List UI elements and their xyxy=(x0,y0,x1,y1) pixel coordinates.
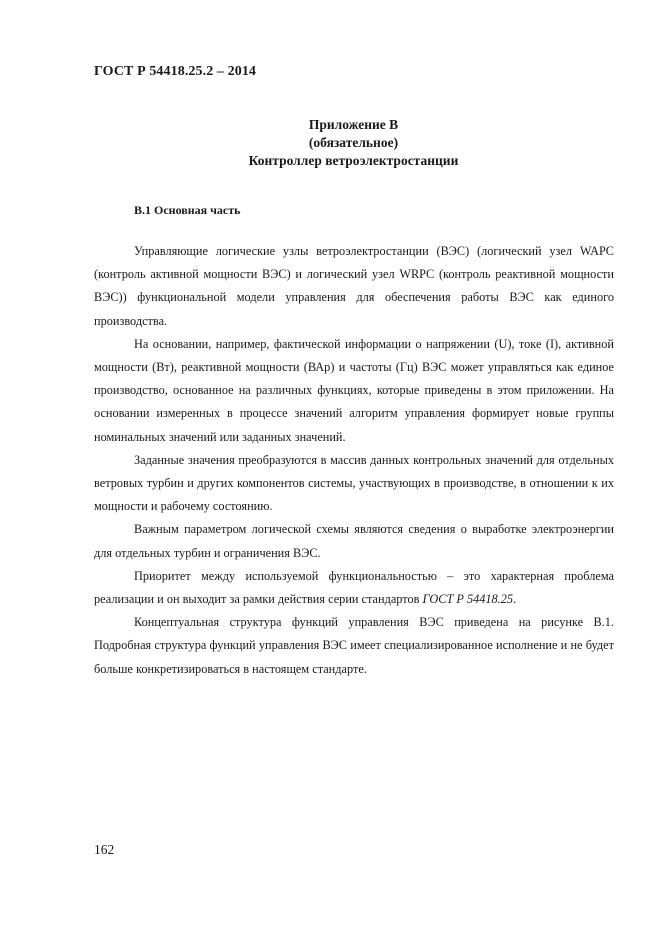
standard-reference: ГОСТ Р 54418.25 xyxy=(422,592,514,607)
appendix-title: Приложение В xyxy=(308,117,399,132)
paragraph-5 xyxy=(94,565,614,611)
page-number: 162 xyxy=(94,842,115,857)
appendix-subtitle: Контроллер ветроэлектростанции xyxy=(248,153,459,168)
paragraph-1: Управляющие логические узлы ветроэлектростанции (ВЭС) (логический узел WAPC (контроль активной мощности ВЭС) и логический узел WRPC (контроль реактивной мощности ВЭС)) функциональной модели управления для обеспечения работы ВЭС как единого производства. xyxy=(94,244,614,328)
paragraph-6: Концептуальная структура функций управления ВЭС приведена на рисунке В.1. Подробная структура функций управления ВЭС имеет специализированное исполнение и не будет больше конкретизироваться в настоящем стандарте. xyxy=(94,615,614,676)
paragraph-4: Важным параметром логической схемы являются сведения о выработке электроэнергии для отдельных турбин и ограничения ВЭС. xyxy=(94,522,614,560)
paragraph-5-end: . xyxy=(513,592,517,607)
appendix-heading xyxy=(0,116,661,170)
paragraph-2: На основании, например, фактической информации о напряжении (U), токе (I), активной мощности (Вт), реактивной мощности (ВАр) и частоты (Гц) ВЭС может управляться как единое производство, основанное на различных функциях, которые приведены в этом приложении. На основании измеренных в процессе значений алгоритм управления формирует новые группы номинальных значений или заданных значений. xyxy=(94,336,614,444)
paragraph-5-text: Приоритет между используемой функциональностью – это характерная проблема реализации и он выходит за рамки действия серии стандартов xyxy=(94,568,614,607)
body-text xyxy=(94,240,614,681)
paragraph-3: Заданные значения преобразуются в массив данных контрольных значений для отдельных ветровых турбин и других компонентов системы, участвующих в производстве, в отношении к их мощности и рабочему состоянию. xyxy=(94,452,614,514)
document-header-standard-code: ГОСТ Р 54418.25.2 – 2014 xyxy=(94,64,257,79)
section-title: В.1 Основная часть xyxy=(134,203,241,217)
appendix-status: (обязательное) xyxy=(308,135,399,150)
